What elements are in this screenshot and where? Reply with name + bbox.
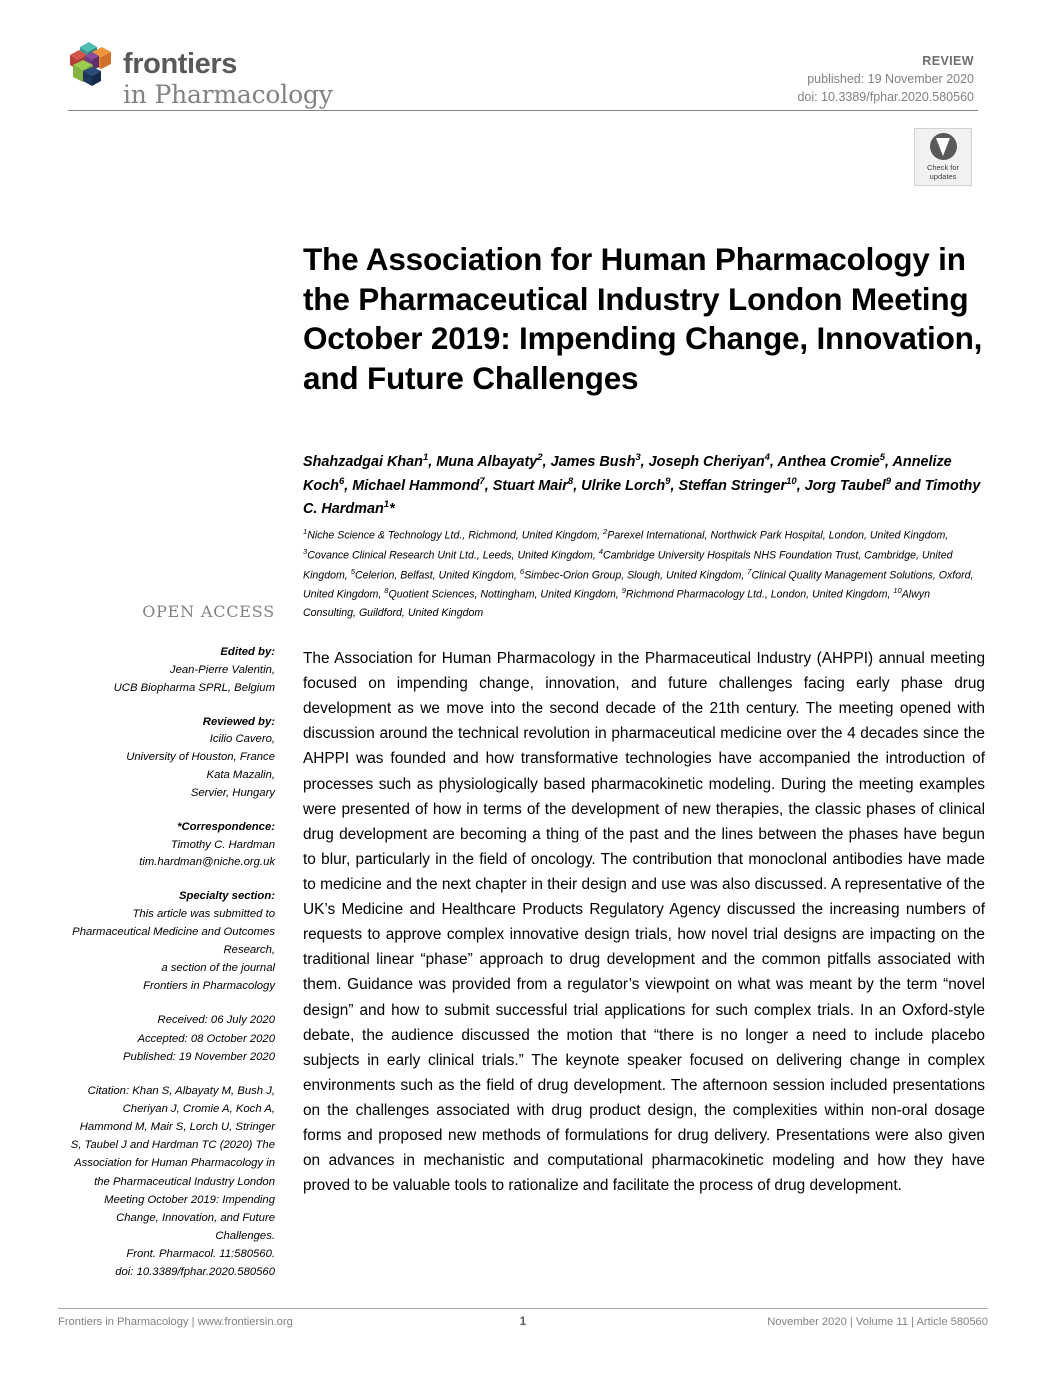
header-metadata	[797, 52, 974, 106]
footer-volume-info: November 2020 | Volume 11 | Article 580560	[767, 1316, 988, 1328]
crossmark-label-line2: updates	[929, 172, 957, 182]
header-divider	[68, 110, 978, 111]
citation-value: Khan S, Albayaty M, Bush J, Cheriyan J, Cromie A, Koch A, Hammond M, Mair S, Lorch U, Stringer S, Taubel J and Hardman TC (2020) The Association for Human Pharmacology in the Pharmaceutical Industry London Meeting October 2019: Impending Change, Innovation, and Future Challenges. Front. Pharmacol. 11:580560. doi: 10.3389/fphar.2020.580560	[70, 1085, 275, 1278]
citation-label: Citation:	[87, 1085, 130, 1098]
correspondence-label: *Correspondence:	[177, 820, 275, 833]
crossmark-label-line1: Check for	[926, 163, 960, 172]
article-dates: Received: 06 July 2020 Accepted: 08 October 2020 Published: 19 November 2020	[123, 1014, 275, 1063]
doi-line: doi: 10.3389/fphar.2020.580560	[797, 90, 974, 105]
abstract-text: The Association for Human Pharmacology in the Pharmaceutical Industry (AHPPI) annual meeting focused on impending change, innovation, and future challenges facing early phase drug development as we move into the second decade of the 21th century. The meeting opened with discussion around the technical revolution in pharmaceutical medicine over the 4 decades since the AHPPI was founded and how transformative technologies have accompanied the introduction of processes such as physiologically based pharmacokinetic modeling. During the meeting examples were presented of how in terms of the development of new therapies, the classic phases of clinical drug development are becoming a thing of the past and the lines between the phases have begun to blur, particularly in the field of oncology. The contribution that monoclonal antibodies have made to medicine and the next chapter in their design and use was also discussed. A representative of the UK’s Medicine and Healthcare Products Regulatory Agency discussed the increasing numbers of requests to approve complex innovative design trials, how novel trial designs are impacting on the traditional linear “phase” approach to drug development and the common pitfalls associated with them. Guidance was provided from a regulator’s viewpoint on what was meant by the term “novel design” and how to submit successful trial applications for such complex trials. In an Oxford-style debate, the audience discussed the motion that “there is no longer a need to include placebo subjects in early clinical trials.” The keynote speaker focused on delivering change in complex environments such as the field of drug development. The afternoon session included presentations on the challenges associated with drug product design, the complexities within non-oral dosage forms and proposed new methods of formulations for drug delivery. Presentations were also given on advances in mechanistic and computational pharmacokinetic modeling and how they have proved to be valuable tools to rationalize and facilitate the process of drug development.	[303, 650, 985, 1195]
edited-by-value: Jean-Pierre Valentin, UCB Biopharma SPRL, Belgium	[113, 663, 275, 694]
reviewed-by-value: Icilio Cavero, University of Houston, France Kata Mazalin, Servier, Hungary	[126, 733, 275, 799]
article-title: The Association for Human Pharmacology in the Pharmaceutical Industry London Meeting October 2019: Impending Change, Innovation, and Future Challenges	[303, 241, 983, 397]
frontiers-cubes-logo-icon	[68, 38, 114, 90]
correspondence-block	[68, 819, 275, 873]
specialty-section-value: This article was submitted to Pharmaceutical Medicine and Outcomes Research, a section of the journal Frontiers in Pharmacology	[72, 908, 275, 992]
reviewed-by-block	[68, 714, 275, 803]
crossmark-icon	[930, 133, 957, 160]
journal-logo-text	[123, 38, 333, 110]
specialty-section-label: Specialty section:	[178, 890, 275, 903]
edited-by-label: Edited by:	[220, 646, 275, 658]
article-sidebar	[68, 604, 275, 1281]
published-date: published: 19 November 2020	[807, 72, 974, 87]
open-access-label: OPEN ACCESS	[142, 602, 275, 621]
edited-by-block	[68, 644, 275, 698]
journal-masthead	[68, 38, 333, 110]
reviewed-by-label: Reviewed by:	[202, 715, 275, 728]
footer-divider	[58, 1308, 988, 1309]
affiliations-list: $^1$Niche Science & Technology Ltd., Richmond, United Kingdom, $^2$Parexel International, Northwick Park Hospital, London, United Kingdom, $^3$Covance Clinical Research Unit Ltd., Leeds, United Kingdom, $^4$Cambridge University Hospitals NHS Foundation Trust, Cambridge, United Kingdom, $^5$Celerion, Belfast, United Kingdom, $^6$Simbec-Orion Group, Slough, United Kingdom, $^7$Clinical Quality Management Solutions, Oxford, United Kingdom, $^8$Quotient Sciences, Nottingham, United Kingdom, $^9$Richmond Pharmacology Ltd., London, United Kingdom, $^{10}$Alwyn Consulting, Guildford, United Kingdom	[303, 527, 974, 619]
page-number: 1	[519, 1316, 527, 1328]
check-for-updates-badge[interactable]	[914, 128, 972, 186]
journal-brand: frontiers	[123, 48, 238, 80]
correspondence-value[interactable]: Timothy C. Hardman tim.hardman@niche.org.uk	[139, 838, 275, 869]
author-list: Shahzadgai Khan$^1$, Muna Albayaty$^2$, James Bush$^3$, Joseph Cheriyan$^4$, Anthea Cromie$^5$, Annelize Koch$^6$, Michael Hammond$^7$, Stuart Mair$^8$, Ulrike Lorch$^9$, Steffan Stringer$^{10}$, Jorg Taubel$^9$ and Timothy C. Hardman$^1$*	[303, 452, 981, 517]
page-footer	[58, 1316, 988, 1328]
article-type-label: REVIEW	[922, 54, 974, 68]
citation-block	[68, 1082, 275, 1281]
crossmark-label	[927, 163, 959, 182]
specialty-section-block	[68, 888, 275, 995]
journal-name: in Pharmacology	[123, 80, 333, 109]
footer-journal-url: Frontiers in Pharmacology | www.frontiersin.org	[58, 1316, 293, 1328]
